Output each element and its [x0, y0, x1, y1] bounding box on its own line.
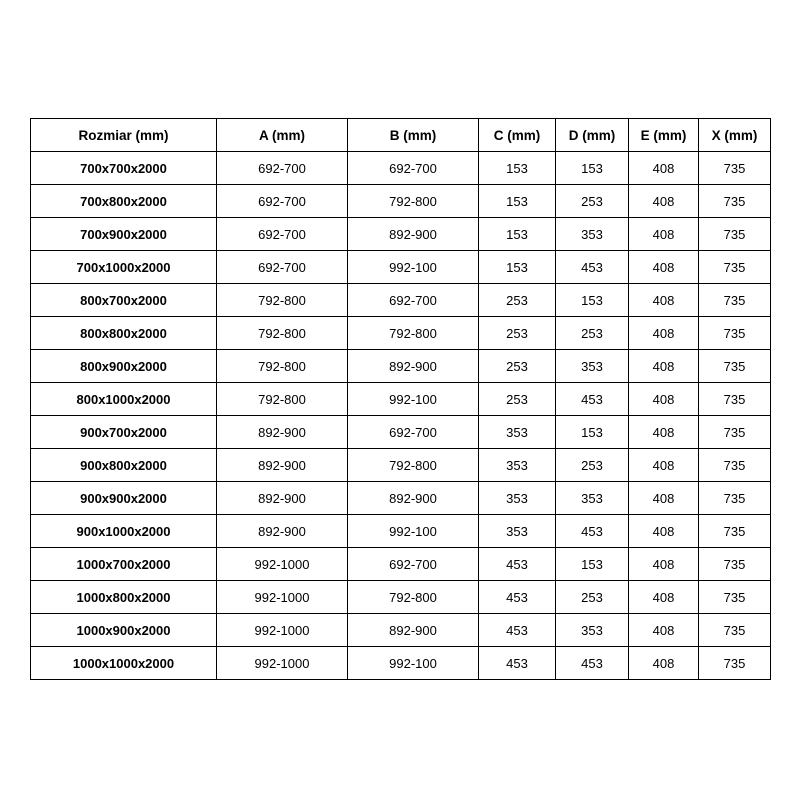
cell-d: 353: [556, 614, 629, 647]
table-row: [31, 350, 771, 383]
cell-size: 800x900x2000: [31, 350, 217, 383]
cell-b: 892-900: [348, 482, 479, 515]
cell-size: 700x700x2000: [31, 152, 217, 185]
cell-d: 253: [556, 581, 629, 614]
table-row: [31, 515, 771, 548]
cell-c: 353: [479, 482, 556, 515]
table-row: [31, 251, 771, 284]
cell-c: 453: [479, 548, 556, 581]
cell-d: 453: [556, 515, 629, 548]
size-table: [30, 118, 771, 680]
table-header: [31, 119, 771, 152]
cell-d: 253: [556, 185, 629, 218]
cell-size: 900x1000x2000: [31, 515, 217, 548]
cell-e: 408: [629, 548, 699, 581]
cell-c: 453: [479, 581, 556, 614]
cell-size: 700x900x2000: [31, 218, 217, 251]
cell-size: 1000x800x2000: [31, 581, 217, 614]
column-header-d: D (mm): [556, 119, 629, 152]
table-row: [31, 284, 771, 317]
column-header-c: C (mm): [479, 119, 556, 152]
cell-c: 153: [479, 218, 556, 251]
cell-a: 792-800: [217, 350, 348, 383]
cell-x: 735: [699, 218, 771, 251]
cell-b: 892-900: [348, 218, 479, 251]
cell-size: 800x1000x2000: [31, 383, 217, 416]
cell-a: 992-1000: [217, 647, 348, 680]
cell-a: 992-1000: [217, 581, 348, 614]
column-header-a: A (mm): [217, 119, 348, 152]
cell-a: 792-800: [217, 317, 348, 350]
cell-size: 800x800x2000: [31, 317, 217, 350]
cell-e: 408: [629, 218, 699, 251]
cell-x: 735: [699, 449, 771, 482]
cell-e: 408: [629, 383, 699, 416]
cell-d: 353: [556, 218, 629, 251]
cell-a: 892-900: [217, 482, 348, 515]
cell-e: 408: [629, 614, 699, 647]
cell-a: 892-900: [217, 416, 348, 449]
cell-a: 992-1000: [217, 614, 348, 647]
column-header-rozmiar: Rozmiar (mm): [31, 119, 217, 152]
cell-size: 800x700x2000: [31, 284, 217, 317]
cell-b: 792-800: [348, 185, 479, 218]
cell-b: 992-100: [348, 647, 479, 680]
cell-b: 792-800: [348, 317, 479, 350]
size-table-container: [30, 118, 770, 680]
cell-b: 992-100: [348, 515, 479, 548]
cell-b: 692-700: [348, 416, 479, 449]
cell-x: 735: [699, 284, 771, 317]
cell-x: 735: [699, 515, 771, 548]
cell-c: 353: [479, 416, 556, 449]
cell-b: 892-900: [348, 614, 479, 647]
cell-c: 153: [479, 185, 556, 218]
cell-c: 253: [479, 317, 556, 350]
table-row: [31, 416, 771, 449]
cell-d: 253: [556, 317, 629, 350]
cell-b: 692-700: [348, 152, 479, 185]
cell-e: 408: [629, 152, 699, 185]
cell-c: 253: [479, 284, 556, 317]
cell-a: 692-700: [217, 251, 348, 284]
cell-d: 153: [556, 416, 629, 449]
cell-b: 692-700: [348, 548, 479, 581]
cell-e: 408: [629, 416, 699, 449]
cell-e: 408: [629, 350, 699, 383]
cell-size: 900x900x2000: [31, 482, 217, 515]
table-row: [31, 383, 771, 416]
cell-e: 408: [629, 284, 699, 317]
cell-c: 153: [479, 152, 556, 185]
table-row: [31, 449, 771, 482]
cell-d: 153: [556, 152, 629, 185]
cell-size: 1000x900x2000: [31, 614, 217, 647]
cell-e: 408: [629, 647, 699, 680]
cell-a: 892-900: [217, 515, 348, 548]
cell-b: 792-800: [348, 449, 479, 482]
cell-c: 353: [479, 515, 556, 548]
column-header-x: X (mm): [699, 119, 771, 152]
cell-e: 408: [629, 581, 699, 614]
table-row: [31, 647, 771, 680]
cell-d: 353: [556, 350, 629, 383]
cell-a: 792-800: [217, 284, 348, 317]
cell-e: 408: [629, 251, 699, 284]
cell-x: 735: [699, 317, 771, 350]
table-row: [31, 152, 771, 185]
cell-size: 900x700x2000: [31, 416, 217, 449]
cell-a: 992-1000: [217, 548, 348, 581]
cell-c: 253: [479, 383, 556, 416]
cell-c: 453: [479, 614, 556, 647]
cell-x: 735: [699, 185, 771, 218]
cell-a: 792-800: [217, 383, 348, 416]
cell-e: 408: [629, 449, 699, 482]
column-header-b: B (mm): [348, 119, 479, 152]
cell-a: 692-700: [217, 152, 348, 185]
cell-x: 735: [699, 581, 771, 614]
cell-d: 153: [556, 284, 629, 317]
cell-x: 735: [699, 416, 771, 449]
cell-b: 892-900: [348, 350, 479, 383]
cell-c: 253: [479, 350, 556, 383]
table-row: [31, 218, 771, 251]
cell-e: 408: [629, 482, 699, 515]
cell-x: 735: [699, 614, 771, 647]
cell-x: 735: [699, 152, 771, 185]
cell-size: 700x1000x2000: [31, 251, 217, 284]
table-row: [31, 614, 771, 647]
cell-a: 692-700: [217, 185, 348, 218]
table-row: [31, 548, 771, 581]
cell-e: 408: [629, 185, 699, 218]
table-row: [31, 185, 771, 218]
column-header-e: E (mm): [629, 119, 699, 152]
cell-b: 992-100: [348, 383, 479, 416]
cell-d: 353: [556, 482, 629, 515]
cell-x: 735: [699, 482, 771, 515]
cell-d: 453: [556, 251, 629, 284]
table-row: [31, 317, 771, 350]
table-body: [31, 152, 771, 680]
cell-x: 735: [699, 251, 771, 284]
cell-d: 153: [556, 548, 629, 581]
cell-a: 892-900: [217, 449, 348, 482]
cell-b: 692-700: [348, 284, 479, 317]
table-header-row: [31, 119, 771, 152]
cell-d: 253: [556, 449, 629, 482]
cell-a: 692-700: [217, 218, 348, 251]
cell-c: 453: [479, 647, 556, 680]
cell-e: 408: [629, 515, 699, 548]
table-row: [31, 482, 771, 515]
cell-size: 900x800x2000: [31, 449, 217, 482]
cell-d: 453: [556, 647, 629, 680]
cell-x: 735: [699, 647, 771, 680]
cell-b: 792-800: [348, 581, 479, 614]
cell-x: 735: [699, 383, 771, 416]
table-row: [31, 581, 771, 614]
cell-b: 992-100: [348, 251, 479, 284]
cell-x: 735: [699, 548, 771, 581]
cell-size: 1000x700x2000: [31, 548, 217, 581]
cell-size: 1000x1000x2000: [31, 647, 217, 680]
cell-size: 700x800x2000: [31, 185, 217, 218]
cell-c: 153: [479, 251, 556, 284]
cell-e: 408: [629, 317, 699, 350]
cell-c: 353: [479, 449, 556, 482]
cell-d: 453: [556, 383, 629, 416]
cell-x: 735: [699, 350, 771, 383]
